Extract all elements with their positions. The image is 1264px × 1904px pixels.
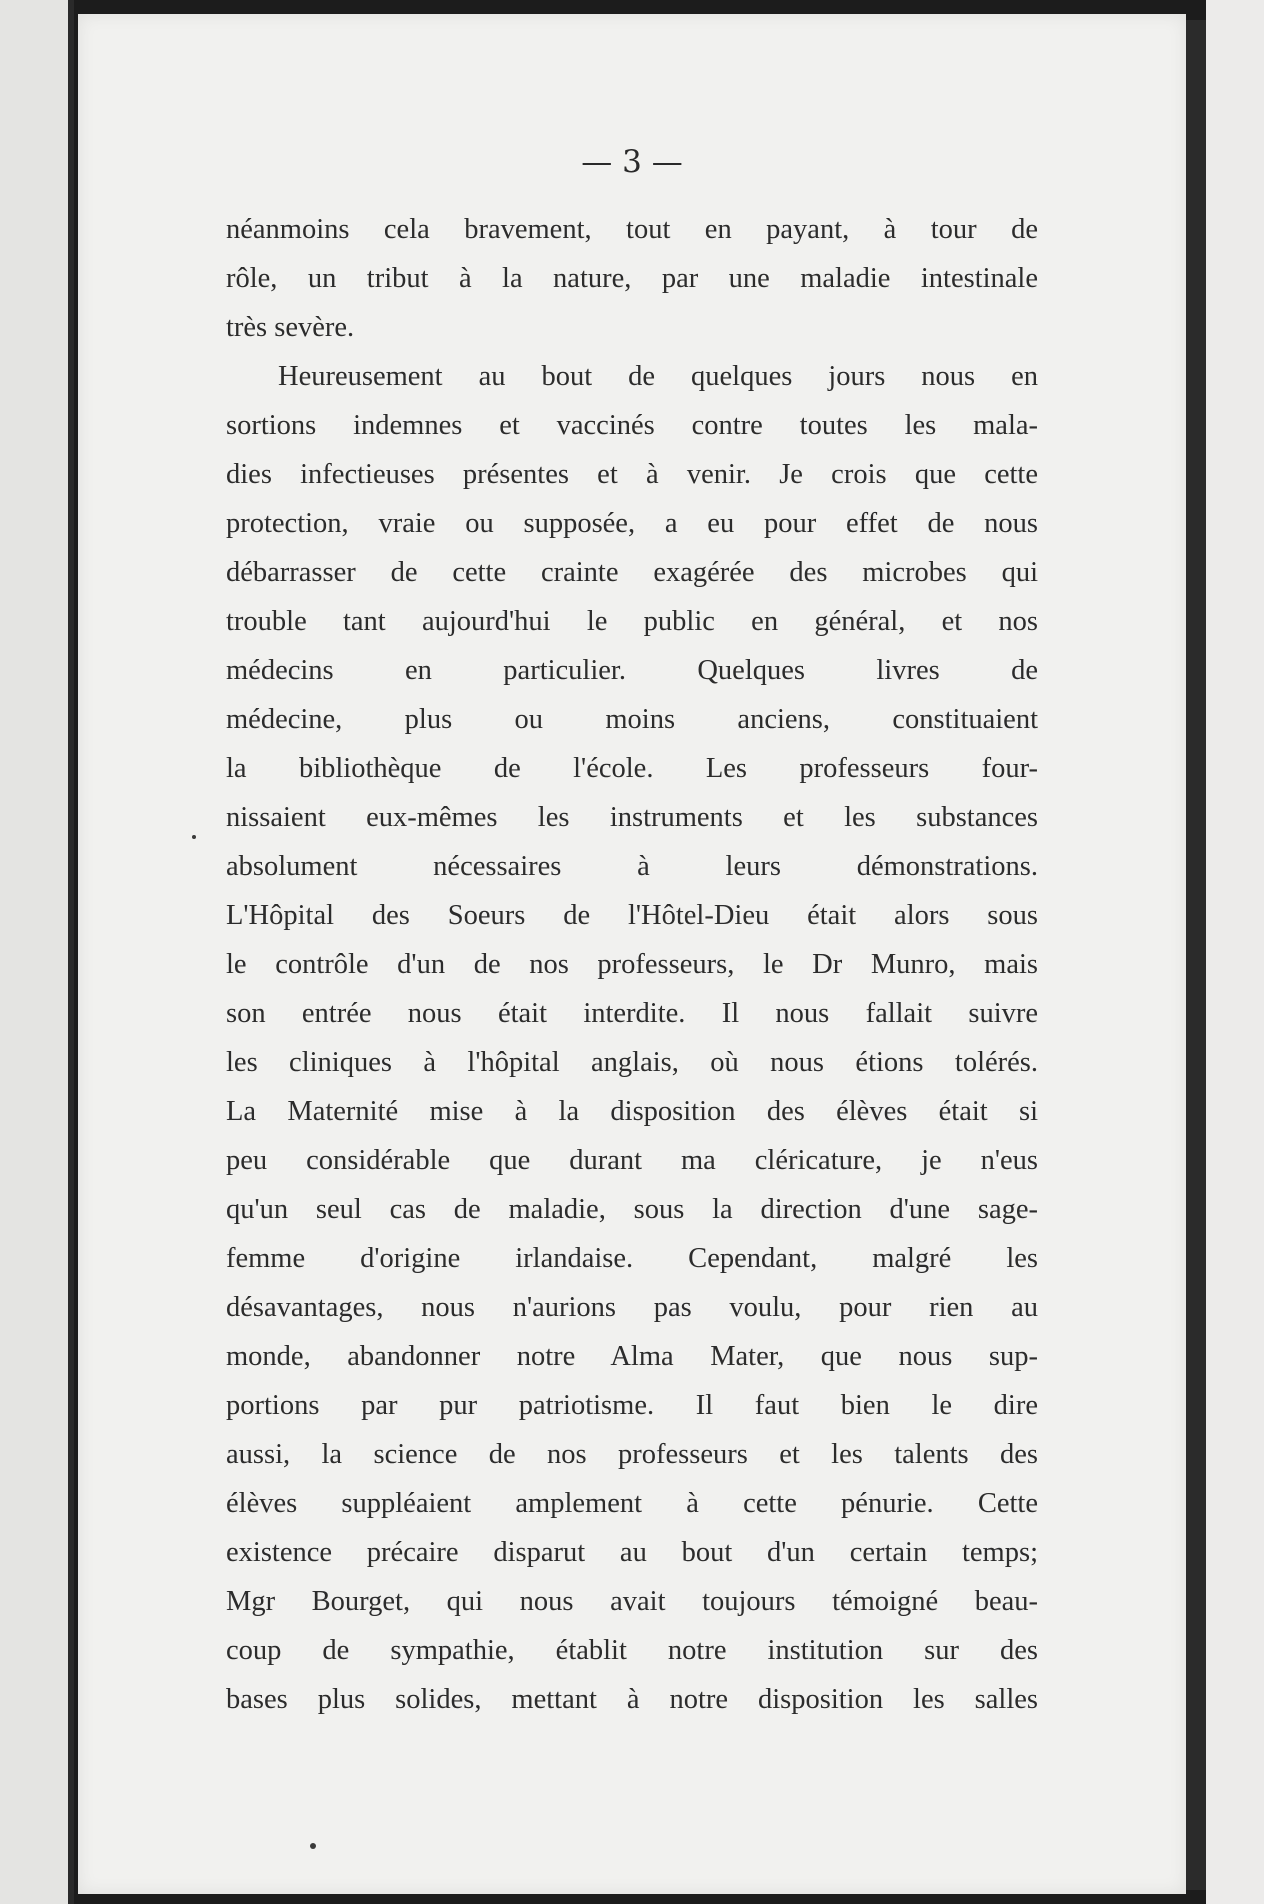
- page-number: — 3 —: [581, 144, 683, 180]
- text-line: femme d'origine irlandaise. Cependant, malgré les: [226, 1243, 1038, 1274]
- text-line: le contrôle d'un de nos professeurs, le Dr Munro, mais: [226, 949, 1038, 980]
- text-line: protection, vraie ou supposée, a eu pour effet de nous: [226, 508, 1038, 539]
- paragraph: [226, 352, 1038, 1724]
- text-line: sortions indemnes et vaccinés contre toutes les mala-: [226, 410, 1038, 441]
- text-line: élèves suppléaient amplement à cette pénurie. Cette: [226, 1488, 1038, 1519]
- text-line: portions par pur patriotisme. Il faut bien le dire: [226, 1390, 1038, 1421]
- text-line: la bibliothèque de l'école. Les professeurs four-: [226, 753, 1038, 784]
- text-line: les cliniques à l'hôpital anglais, où nous étions tolérés.: [226, 1047, 1038, 1078]
- body-text: [226, 205, 1038, 1724]
- text-line: Mgr Bourget, qui nous avait toujours témoigné beau-: [226, 1586, 1038, 1617]
- text-line: L'Hôpital des Soeurs de l'Hôtel-Dieu était alors sous: [226, 900, 1038, 931]
- scan-background-right: [1206, 0, 1264, 1904]
- text-line: coup de sympathie, établit notre institution sur des: [226, 1635, 1038, 1666]
- text-line: désavantages, nous n'aurions pas voulu, pour rien au: [226, 1292, 1038, 1323]
- paragraph: [226, 205, 1038, 352]
- text-line: dies infectieuses présentes et à venir. Je crois que cette: [226, 459, 1038, 490]
- page-edge-shadow: [1186, 20, 1206, 1890]
- previous-page-edge: [0, 0, 74, 1904]
- text-line: débarrasser de cette crainte exagérée des microbes qui: [226, 557, 1038, 588]
- text-line: existence précaire disparut au bout d'un certain temps;: [226, 1537, 1038, 1568]
- text-line: son entrée nous était interdite. Il nous fallait suivre: [226, 998, 1038, 1029]
- text-line: nissaient eux-mêmes les instruments et les substances: [226, 802, 1038, 833]
- text-line: très sevère.: [226, 312, 355, 343]
- text-line: qu'un seul cas de maladie, sous la direction d'une sage-: [226, 1194, 1038, 1225]
- text-line: aussi, la science de nos professeurs et les talents des: [226, 1439, 1038, 1470]
- text-line: La Maternité mise à la disposition des élèves était si: [226, 1096, 1038, 1127]
- text-line: peu considérable que durant ma cléricature, je n'eus: [226, 1145, 1038, 1176]
- text-line: monde, abandonner notre Alma Mater, que nous sup-: [226, 1341, 1038, 1372]
- text-line: trouble tant aujourd'hui le public en général, et nos: [226, 606, 1038, 637]
- text-line: rôle, un tribut à la nature, par une maladie intestinale: [226, 263, 1038, 294]
- text-line: Heureusement au bout de quelques jours nous en: [278, 361, 1038, 392]
- text-line: néanmoins cela bravement, tout en payant, à tour de: [226, 214, 1038, 245]
- text-line: absolument nécessaires à leurs démonstrations.: [226, 851, 1038, 882]
- ink-speck: [310, 1843, 316, 1849]
- ink-speck: [192, 835, 196, 839]
- text-line: médecins en particulier. Quelques livres de: [226, 655, 1038, 686]
- text-line: bases plus solides, mettant à notre disposition les salles: [226, 1684, 1038, 1715]
- text-line: médecine, plus ou moins anciens, constituaient: [226, 704, 1038, 735]
